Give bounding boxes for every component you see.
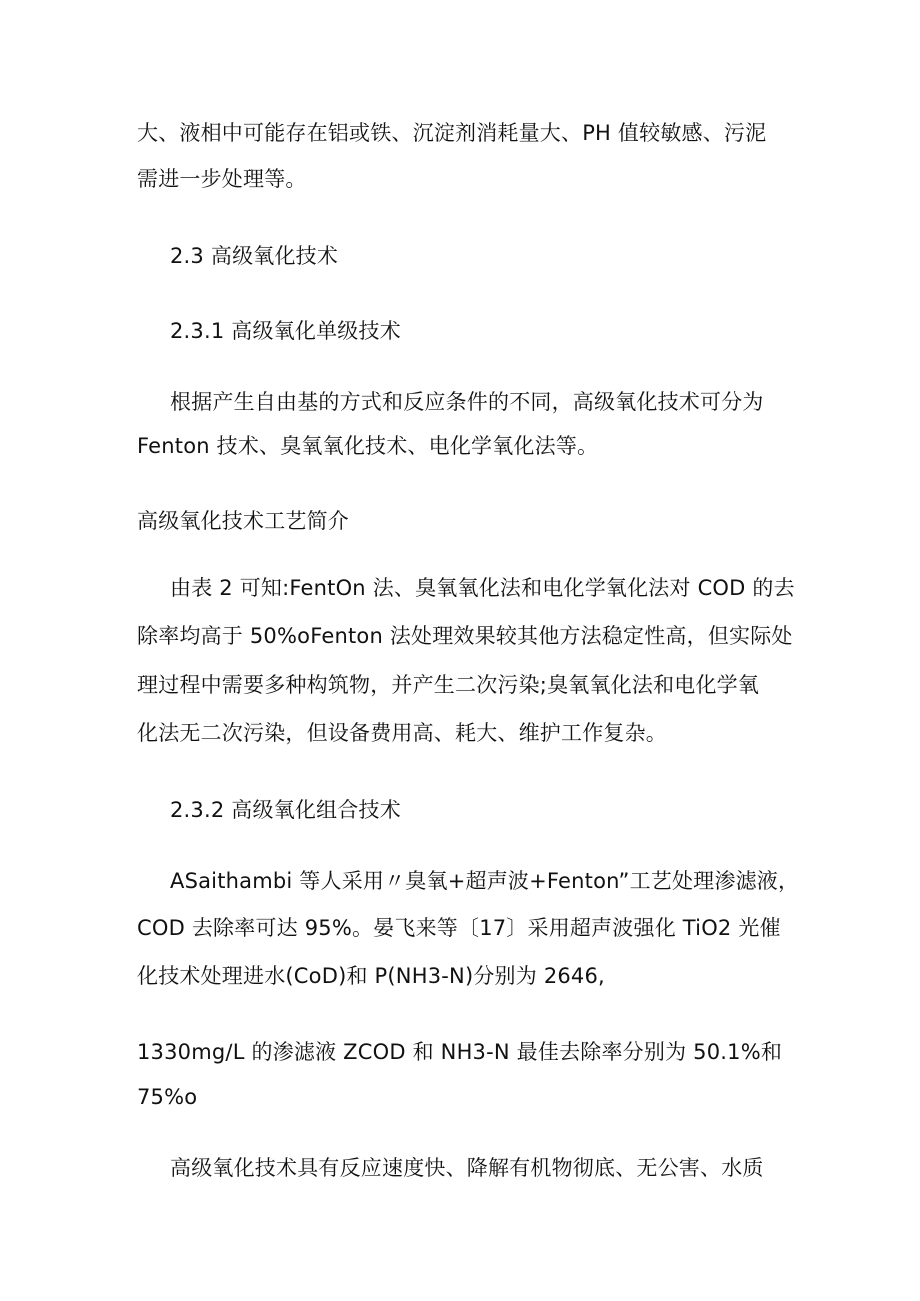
paragraph-line: ASaithambi 等人采用〃臭氧+超声波+Fenton”工艺处理渗滤液， (170, 869, 800, 893)
section-heading: 2.3 高级氧化技术 (170, 244, 339, 268)
paragraph-line: 由表 2 可知:FentOn 法、臭氧氧化法和电化学氧化法对 COD 的去 (170, 576, 795, 600)
subsection-heading: 2.3.1 高级氧化单级技术 (170, 319, 401, 343)
paragraph-line: 根据产生自由基的方式和反应条件的不同，高级氧化技术可分为 (170, 390, 764, 414)
paragraph-line: COD 去除率可达 95%。晏飞来等〔17〕采用超声波强化 TiO2 光催 (137, 916, 781, 940)
table-caption: 高级氧化技术工艺简介 (137, 509, 349, 533)
paragraph-line: 高级氧化技术具有反应速度快、降解有机物彻底、无公害、水质 (170, 1156, 764, 1180)
subsection-heading: 2.3.2 高级氧化组合技术 (170, 798, 401, 822)
paragraph-line: 1330mg∕L 的渗滤液 ZCOD 和 NH3-N 最佳去除率分别为 50.1%和 (137, 1040, 783, 1064)
paragraph-line: 除率均高于 50%oFenton 法处理效果较其他方法稳定性高，但实际处 (137, 624, 793, 648)
paragraph-line: 75%o (137, 1085, 198, 1109)
paragraph-line: 化技术处理进水(CoD)和 P(NH3-N)分别为 2646, (137, 964, 605, 988)
paragraph-line: 化法无二次污染，但设备费用高、耗大、维护工作复杂。 (137, 721, 667, 745)
paragraph-line: 理过程中需要多种构筑物，并产生二次污染;臭氧氧化法和电化学氧 (137, 673, 760, 697)
paragraph-line: 需进一步处理等。 (137, 167, 307, 191)
paragraph-line: 大、液相中可能存在铝或铁、沉淀剂消耗量大、PH 值较敏感、污泥 (137, 121, 767, 145)
paragraph-line: Fenton 技术、臭氧氧化技术、电化学氧化法等。 (137, 434, 599, 458)
